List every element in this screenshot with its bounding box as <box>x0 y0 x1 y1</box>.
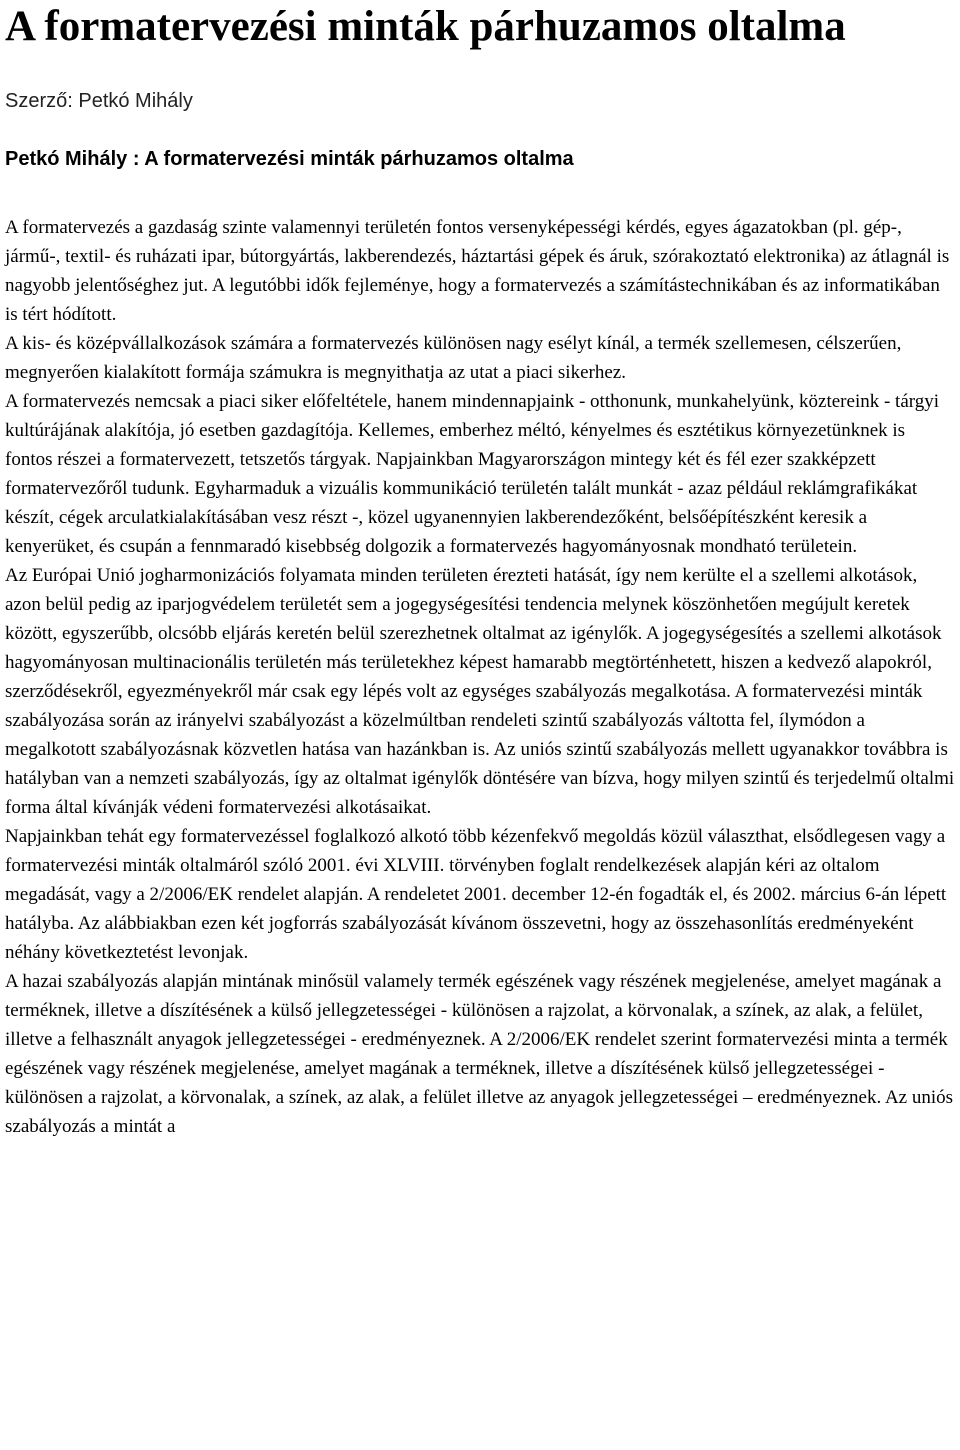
paragraph-legal-options: Napjainkban tehát egy formatervezéssel foglalkozó alkotó több kézenfekvő megoldás közül választhat, elsődlegesen vagy a formatervezési minták oltalmáról szóló 2001. évi XLVIII. törvényben foglalt rendelkezések alapján kéri az oltalom megadását, vagy a 2/2006/EK rendelet alapján. A rendeletet 2001. december 12-én fogadták el, és 2002. március 6-án lépett hatályba. Az alábbiakban ezen két jogforrás szabályozását kívánom összevetni, hogy az összehasonlítás eredményeként néhány következtetést levonjak. <box>5 826 947 963</box>
document-subtitle: Petkó Mihály : A formatervezési minták párhuzamos oltalma <box>5 148 574 170</box>
paragraph-definition: A hazai szabályozás alapján mintának minősül valamely termék egészének vagy részének megjelenése, amelyet magának a terméknek, illetve a díszítésének a külső jellegzetességei - különösen a rajzolat, a körvonalak, a színek, az alak, a felület, illetve a felhasznált anyagok jellegzetességei - eredményeznek. A 2/2006/EK rendelet szerint formatervezési minta a termék egészének vagy részének megjelenése, amelyet magának a terméknek, illetve a díszítésének külső jellegzetességei - különösen a rajzolat, a körvonalak, a színek, az alak, a felület illetve az anyagok jellegzetességei – eredményeznek. Az uniós szabályozás a mintát a <box>5 971 954 1137</box>
page-title: A formatervezési minták párhuzamos oltalma <box>5 3 846 50</box>
paragraph-eu-harmonization: Az Európai Unió jogharmonizációs folyamata minden területen érezteti hatását, így nem kerülte el a szellemi alkotások, azon belül pedig az iparjogvédelem területét sem a jogegységesítési tendencia melynek köszönhetően megújult keretek között, egyszerűbb, olcsóbb eljárás keretén belül szerezhetnek oltalmat az igénylők. A jogegységesítés a szellemi alkotások hagyományosan multinacionális területén más területekhez képest hamarabb megtörténhetett, hiszen a kedvező alapokról, szerződésekről, egyezményekről már csak egy lépés volt az egységes szabályozás megalkotása. A formatervezési minták szabályozása során az irányelvi szabályozást a közelmúltban rendeleti szintű szabályozás váltotta fel, ílymódon a megalkotott szabályozásnak közvetlen hatása van hazánkban is. Az uniós szintű szabályozás mellett ugyanakkor továbbra is hatályban van a nemzeti szabályozás, így az oltalmat igénylők döntésére van bízva, hogy milyen szintű és terjedelmű oltalmi forma által kívánják védeni formatervezési alkotásaikat. <box>5 565 955 818</box>
paragraph-design-culture: A formatervezés nemcsak a piaci siker előfeltétele, hanem mindennapjaink - otthonunk, munkahelyünk, köztereink - tárgyi kultúrájának alakítója, jó esetben gazdagítója. Kellemes, emberhez méltó, kényelmes és esztétikus környezetünknek is fontos részei a formatervezett, tetszetős tárgyak. Napjainkban Magyarországon mintegy két és fél ezer szakképzett formatervezőről tudunk. Egyharmaduk a vizuális kommunikáció területén talált munkát - azaz például reklámgrafikákat készít, cégek arculatkialakításában vesz részt -, közel ugyanennyien lakberendezőként, belsőépítészként keresik a kenyerüket, és csupán a fennmaradó kisebbség dolgozik a formatervezés hagyományosnak mondható területein. <box>5 391 940 557</box>
document-page <box>5 0 957 1141</box>
paragraph-intro: A formatervezés a gazdaság szinte valamennyi területén fontos versenyképességi kérdés, egyes ágazatokban (pl. gép-, jármű-, textil- és ruházati ipar, bútorgyártás, lakberendezés, háztartási gépek és áruk, szórakoztató elektronika) az átlagnál is nagyobb jelentőséghez jut. A legutóbbi idők fejleménye, hogy a formatervezés a számítástechnikában és az informatikában is tért hódított. <box>5 217 950 325</box>
paragraph-sme: A kis- és középvállalkozások számára a formatervezés különösen nagy esélyt kínál, a termék szellemesen, célszerűen, megnyerően kialakított formája számukra is megnyithatja az utat a piaci sikerhez. <box>5 333 902 383</box>
author-line: Szerző: Petkó Mihály <box>5 90 193 112</box>
article-body <box>5 213 957 1141</box>
